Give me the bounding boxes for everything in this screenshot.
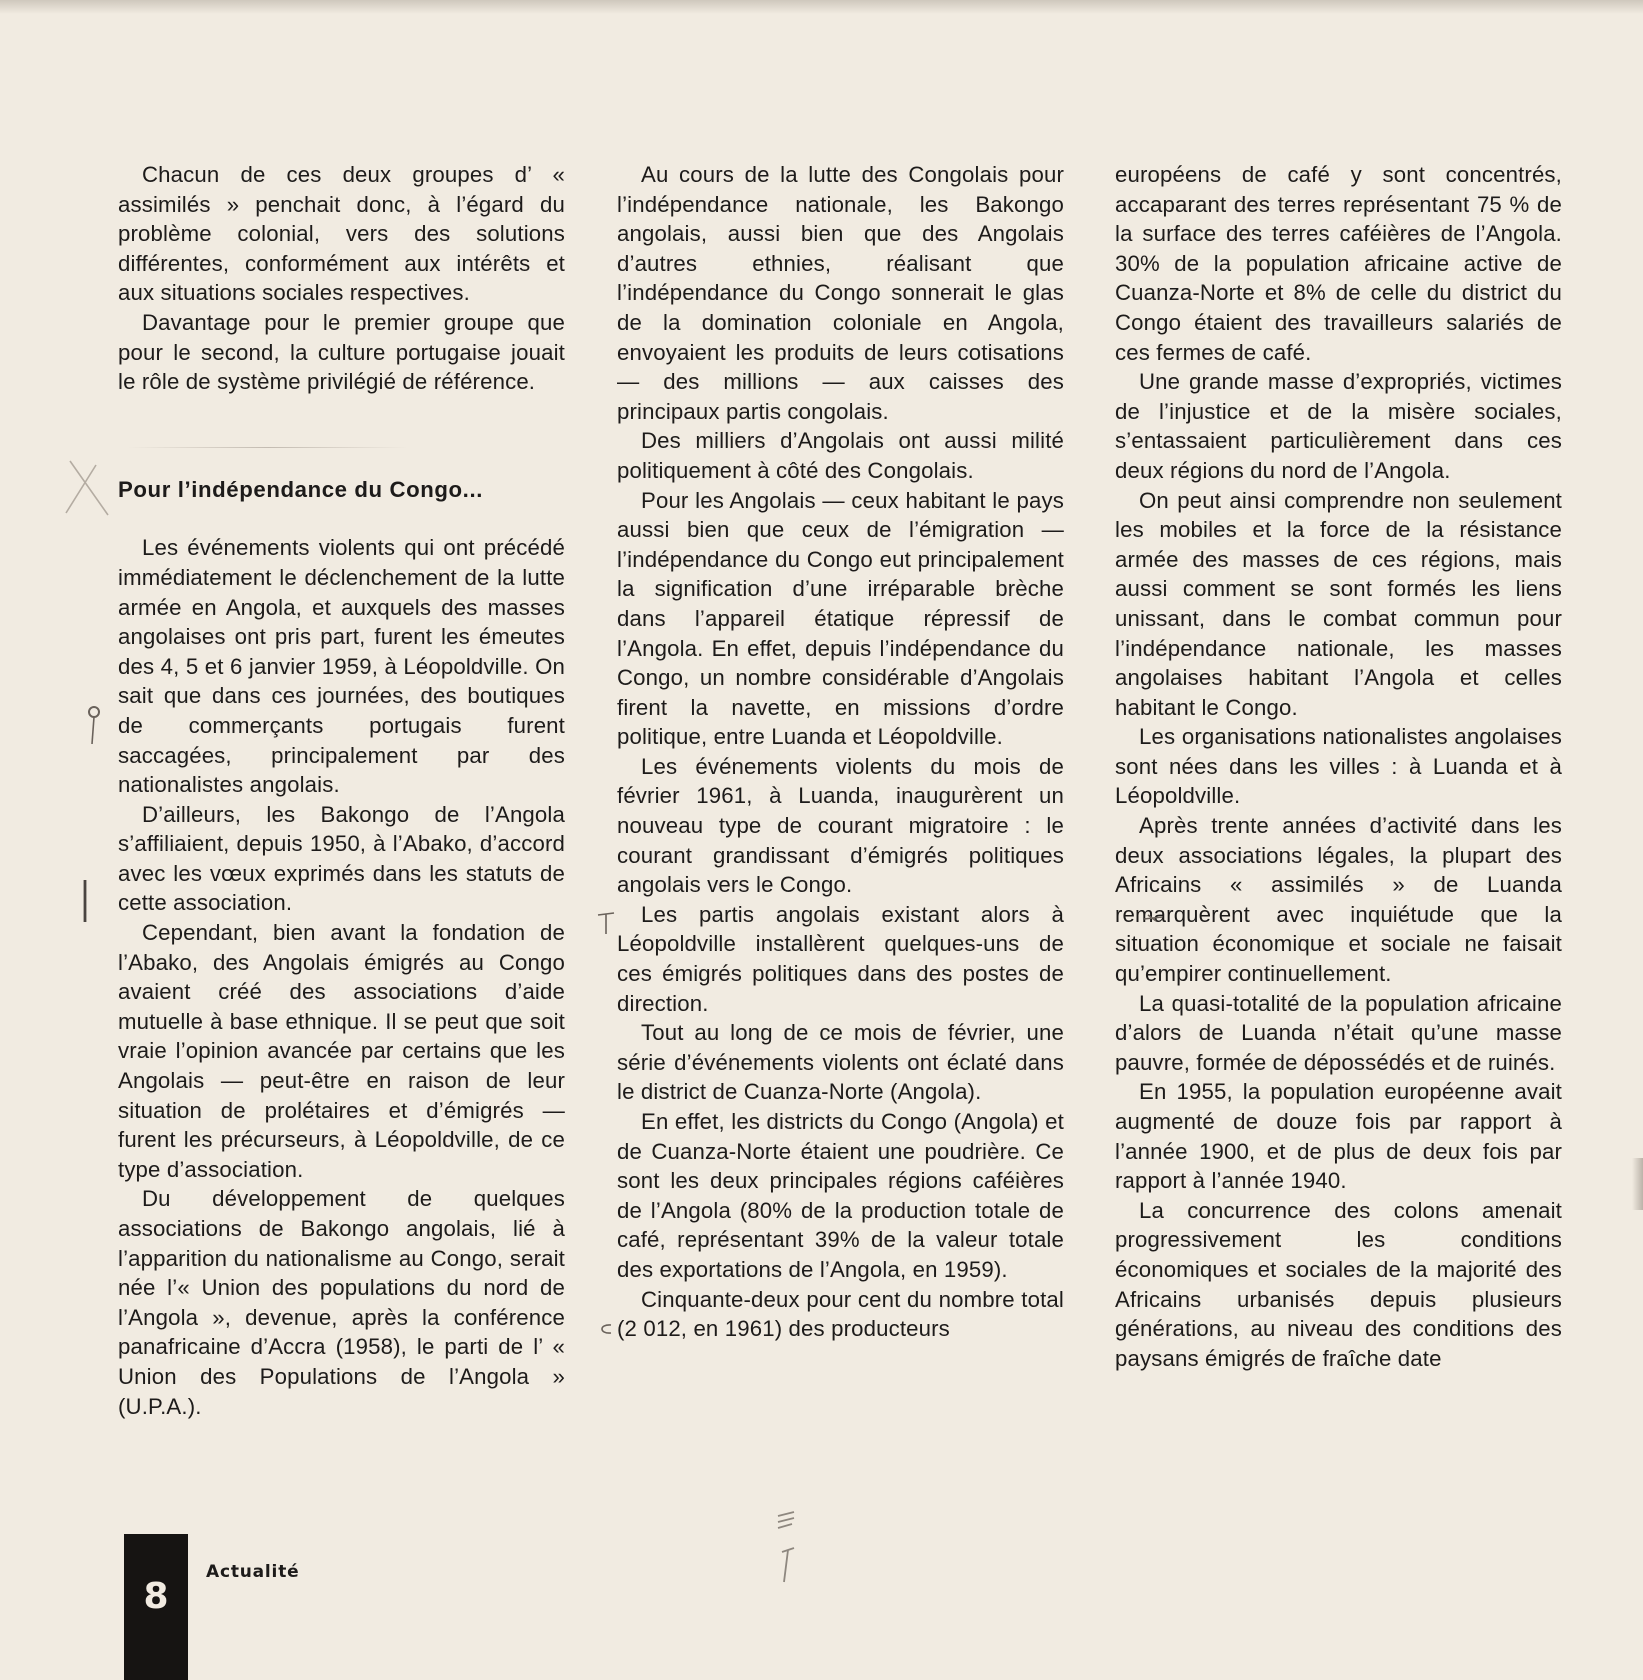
paragraph: Cinquante-deux pour cent du nombre total (2 012, en 1961) des producteurs (617, 1286, 1064, 1342)
text-column-2 (617, 160, 1064, 1344)
paragraph: Pour les Angolais — ceux habitant le pays aussi bien que ceux de l’émigration — l’indépendance du Congo eut principalement la signification d’une irréparable brèche dans l’appareil étatique répressif de l’Angola. En effet, depuis l’indépendance du Congo, un nombre considérable d’Angolais firent la navette, en missions d’ordre politique, entre Luanda et Léopoldville. (617, 487, 1064, 750)
paragraph: La concurrence des colons amenait progressivement les conditions économiques et sociales de la majorité des Africains urbanisés depuis plusieurs générations, au niveau des conditions des paysans émigrés de fraîche date (1115, 1197, 1562, 1371)
paragraph: D’ailleurs, les Bakongo de l’Angola s’affiliaient, depuis 1950, à l’Abako, d’accord avec les vœux exprimés dans les statuts de cette association. (118, 801, 565, 916)
pencil-margin-mark (1142, 911, 1164, 925)
section-label: Actualité (206, 1562, 300, 1582)
paragraph: Davantage pour le premier groupe que pour le second, la culture portugaise jouait le rôle de système privilégié de référence. (118, 309, 565, 395)
paragraph: On peut ainsi comprendre non seulement les mobiles et la force de la résistance armée des masses de ces régions, mais aussi comment se sont formés les liens unissant, dans le combat commun pour l’indépendance nationale, les masses angolaises habitant l’Angola et celles habitant le Congo. (1115, 487, 1562, 720)
paragraph: Une grande masse d’expropriés, victimes de l’injustice et de la misère sociales, s’entassaient particulièrement dans ces deux régions du nord de l’Angola. (1115, 369, 1562, 483)
paragraph: Les organisations nationalistes angolaises sont nées dans les villes : à Luanda et à Léopoldville. (1115, 724, 1562, 809)
pencil-cross-mark (58, 455, 113, 525)
paragraph: En 1955, la population européenne avait augmenté de douze fois par rapport à l’année 1900, et de plus de deux fois par rapport à l’année 1940. (1115, 1079, 1562, 1194)
text-column-1 (118, 160, 565, 1421)
paragraph: Les partis angolais existant alors à Léopoldville installèrent quelques-uns de ces émigrés politiques dans des postes de direction. (617, 901, 1064, 1016)
paragraph: Cependant, bien avant la fondation de l’Abako, des Angolais émigrés au Congo avaient créé des associations d’aide mutuelle à base ethnique. Il se peut que soit vraie l’opinion avancée par certains que les Angolais — peut-être en raison de leur situation de prolétaires et d’émigrés — furent les précurseurs, à Léopoldville, de ce type d’association. (118, 920, 565, 1182)
page-number: 8 (143, 1576, 169, 1617)
text-column-3 (1115, 160, 1562, 1373)
paragraph: Des milliers d’Angolais ont aussi milité politiquement à côté des Congolais. (617, 428, 1064, 483)
paragraph: Les événements violents du mois de février 1961, à Luanda, inaugurèrent un nouveau type de courant migratoire : le courant grandissant d’émigrés politiques angolais vers le Congo. (617, 753, 1064, 898)
pencil-margin-line (80, 878, 90, 924)
page-top-shadow (0, 0, 1643, 14)
paragraph: Après trente années d’activité dans les deux associations légales, la plupart des Africains « assimilés » de Luanda remarquèrent avec inquiétude que la situation économique et sociale ne faisait qu’empirer continuellement. (1115, 813, 1562, 987)
paragraph: Chacun de ces deux groupes d’ « assimilés » penchait donc, à l’égard du problème colonial, vers des solutions différentes, conformément aux intérêts et aux situations sociales respectives. (118, 162, 565, 306)
section-divider (128, 447, 408, 448)
pencil-margin-mark (596, 910, 616, 936)
paragraph: Tout au long de ce mois de février, une série d’événements violents ont éclaté dans le district de Cuanza-Norte (Angola). (617, 1020, 1064, 1105)
section-heading: Pour l’indépendance du Congo... (118, 476, 483, 502)
paragraph: Au cours de la lutte des Congolais pour l’indépendance nationale, les Bakongo angolais, aussi bien que des Angolais d’autres ethnies, réalisant que l’indépendance du Congo sonnerait le glas de la domination coloniale en Angola, envoyaient les produits de leurs cotisations — des millions — aux caisses des principaux partis congolais. (617, 162, 1064, 424)
pencil-margin-mark (596, 1322, 614, 1336)
page-edge-shadow (1632, 1158, 1643, 1210)
paragraph: En effet, les districts du Congo (Angola) et de Cuanza-Norte étaient une poudrière. Ce sont les deux principales régions caféières de l’Angola (80% de la production totale de café, représentant 39% de la valeur totale des exportations de l’Angola, en 1959). (617, 1109, 1064, 1282)
paragraph: Du développement de quelques associations de Bakongo angolais, lié à l’apparition du nationalisme au Congo, serait née l’« Union des populations du nord de l’Angola », devenue, après la conférence panafricaine d’Accra (1958), le parti de l’ « Union des Populations de l’Angola » (U.P.A.). (118, 1186, 565, 1419)
paragraph: La quasi-totalité de la population africaine d’alors de Luanda n’était qu’une masse pauvre, formée de dépossédés et de ruinés. (1115, 990, 1562, 1075)
paragraph: européens de café y sont concentrés, accaparant des terres représentant 75 % de la surface des terres caféières de l’Angola. 30% de la population africaine active de Cuanza-Norte et 8% de celle du district du Congo étaient des travailleurs salariés de ces fermes de café. (1115, 162, 1562, 365)
pencil-margin-mark (84, 704, 104, 746)
paragraph: Les événements violents qui ont précédé immédiatement le déclenchement de la lutte armée en Angola, et auxquels des masses angolaises ont pris part, furent les émeutes des 4, 5 et 6 janvier 1959, à Léopoldville. On sait que dans ces journées, des boutiques de commerçants portugais furent saccagées, principalement par des nationalistes angolais. (118, 535, 565, 798)
pencil-scribble (772, 1508, 800, 1588)
